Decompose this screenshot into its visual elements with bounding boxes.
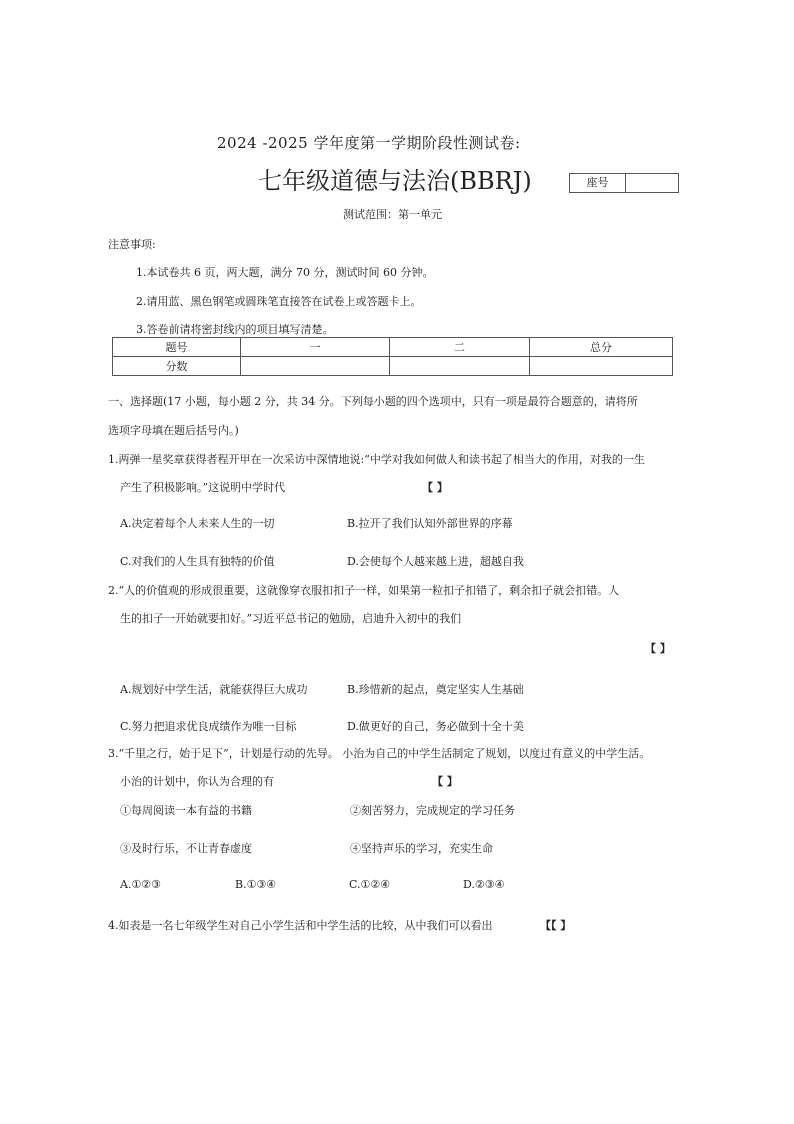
answer-bracket[interactable]: 【 】	[432, 775, 458, 788]
option: D.做更好的自己，务必做到十全十美	[347, 720, 524, 733]
option: C.努力把追求优良成绩作为唯一目标	[120, 720, 297, 733]
score-header-cell: 题号	[113, 338, 241, 357]
seat-number-box	[569, 173, 679, 193]
seat-value-field[interactable]	[626, 174, 678, 192]
answer-bracket[interactable]: 【 】	[422, 481, 448, 494]
option: D.②③④	[463, 878, 505, 891]
question-stem: 生的扣子一开始就要扣好。”习近平总书记的勉励，启迪升入初中的我们	[120, 612, 462, 625]
section-intro: 一、选择题(17 小题，每小题 2 分，共 34 分。下列每小题的四个选项中，只有一项是最符合题意的，请将所	[108, 395, 638, 408]
score-header-cell: 二	[390, 338, 530, 357]
exam-subtitle: 七年级道德与法治(BBRJ)	[258, 167, 532, 195]
score-cell[interactable]	[530, 357, 673, 376]
note-item: 3.答卷前请将密封线内的项目填写清楚。	[136, 323, 334, 336]
statement-item: ②刻苦努力，完成规定的学习任务	[350, 804, 515, 817]
score-table	[112, 337, 673, 376]
answer-bracket[interactable]: 【 】	[645, 642, 671, 655]
statement-item: ④坚持声乐的学习，充实生命	[350, 842, 493, 855]
option: B.珍惜新的起点，奠定坚实人生基础	[347, 683, 524, 696]
statement-item: ③及时行乐，不让青春虚度	[120, 842, 252, 855]
score-header-cell: 一	[241, 338, 390, 357]
answer-bracket[interactable]: 【【 】	[540, 919, 572, 932]
question-stem: 产生了积极影响。”这说明中学时代	[120, 481, 286, 494]
question-stem: 2.“人的价值观的形成很重要，这就像穿衣服扣扣子一样，如果第一粒扣子扣错了，剩余扣子就会扣错。人	[108, 584, 620, 597]
option: B.拉开了我们认知外部世界的序幕	[347, 517, 513, 530]
statement-item: ①每周阅读一本有益的书籍	[120, 804, 252, 817]
note-item: 1.本试卷共 6 页，两大题，满分 70 分，测试时间 60 分钟。	[136, 266, 434, 279]
score-cell[interactable]	[390, 357, 530, 376]
score-table-row	[113, 357, 673, 376]
test-scope: 测试范围：第一单元	[343, 208, 442, 221]
option: A.规划好中学生活，就能获得巨大成功	[120, 683, 308, 696]
note-item: 2.请用蓝、黑色钢笔或圆珠笔直接答在试卷上或答题卡上。	[136, 295, 422, 308]
question-stem: 3.“千里之行，始于足下”，计划是行动的先导。 小治为自己的中学生活制定了规划，以度过有意义的中学生活。	[108, 747, 651, 760]
option: C.对我们的人生具有独特的价值	[120, 555, 275, 568]
score-row-label: 分数	[113, 357, 241, 376]
question-stem: 4.如表是一名七年级学生对自己小学生活和中学生活的比较，从中我们可以看出	[108, 919, 493, 932]
exam-title: 2024 -2025 学年度第一学期阶段性测试卷:	[217, 134, 521, 152]
section-intro: 选项字母填在题后括号内。)	[108, 424, 239, 437]
option: D.会使每个人越来越上进，超越自我	[347, 555, 524, 568]
score-cell[interactable]	[241, 357, 390, 376]
option: A.①②③	[120, 878, 162, 891]
option: A.决定着每个人未来人生的一切	[120, 517, 275, 530]
option: C.①②④	[349, 878, 391, 891]
question-stem: 小治的计划中，你认为合理的有	[120, 775, 274, 788]
score-header-cell: 总分	[530, 338, 673, 357]
question-stem: 1.两弹一星奖章获得者程开甲在一次采访中深情地说:“中学对我如何做人和读书起了相当大的作用，对我的一生	[108, 453, 645, 466]
seat-label: 座号	[570, 174, 626, 192]
score-table-header-row	[113, 338, 673, 357]
option: B.①③④	[235, 878, 277, 891]
notes-heading: 注意事项:	[108, 238, 156, 251]
